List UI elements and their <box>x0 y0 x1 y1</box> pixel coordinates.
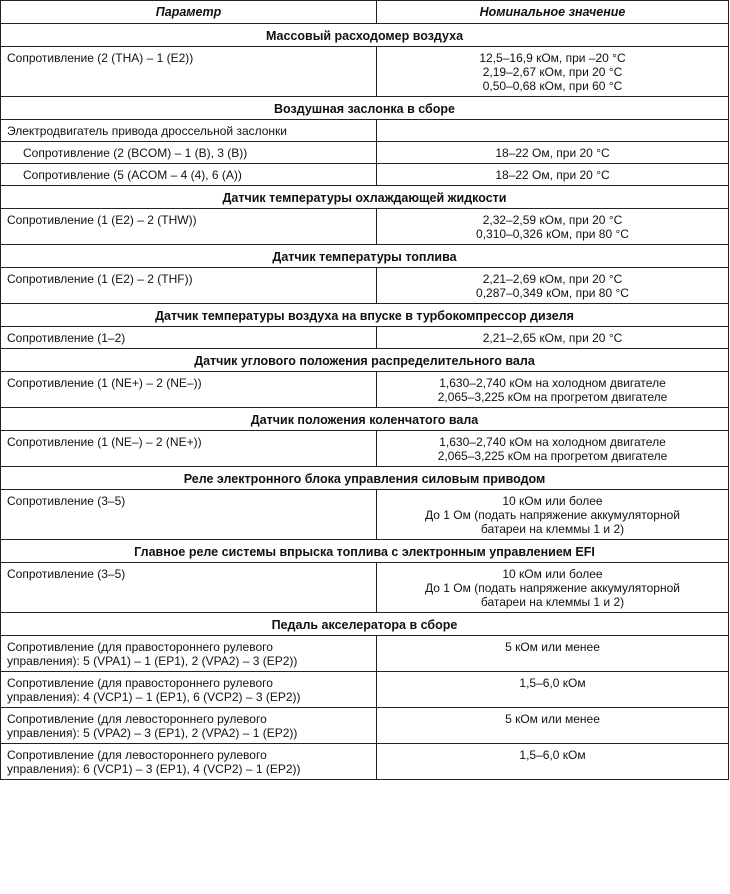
section-title: Педаль акселератора в сборе <box>1 613 729 636</box>
table-row <box>1 120 729 142</box>
parameter-cell: Сопротивление (3–5) <box>1 490 377 540</box>
parameter-cell: Сопротивление (для правостороннего рулевого управления): 4 (VCP1) – 1 (EP1), 6 (VCP2) – 3 (EP2)) <box>1 672 377 708</box>
nominal-value-cell: 10 кОм или более До 1 Ом (подать напряжение аккумуляторной батареи на клеммы 1 и 2) <box>377 563 729 613</box>
table-row <box>1 268 729 304</box>
section-title: Датчик углового положения распределительного вала <box>1 349 729 372</box>
nominal-value-cell: 12,5–16,9 кОм, при –20 °С 2,19–2,67 кОм, при 20 °С 0,50–0,68 кОм, при 60 °С <box>377 47 729 97</box>
section-row <box>1 245 729 268</box>
parameter-cell: Сопротивление (5 (ACOM – 4 (4), 6 (A)) <box>1 164 377 186</box>
section-title: Воздушная заслонка в сборе <box>1 97 729 120</box>
section-title: Датчик температуры охлаждающей жидкости <box>1 186 729 209</box>
nominal-value-cell: 2,21–2,65 кОм, при 20 °С <box>377 327 729 349</box>
section-title: Главное реле системы впрыска топлива с электронным управлением EFI <box>1 540 729 563</box>
table-row <box>1 164 729 186</box>
nominal-value-cell: 18–22 Ом, при 20 °С <box>377 164 729 186</box>
nominal-value-cell: 1,5–6,0 кОм <box>377 672 729 708</box>
parameter-cell: Сопротивление (2 (BCOM) – 1 (B), 3 (B)) <box>1 142 377 164</box>
table-row <box>1 708 729 744</box>
parameter-cell: Сопротивление (2 (THA) – 1 (E2)) <box>1 47 377 97</box>
table-row <box>1 327 729 349</box>
parameter-cell: Сопротивление (1 (E2) – 2 (THF)) <box>1 268 377 304</box>
table-row <box>1 47 729 97</box>
section-row <box>1 613 729 636</box>
parameter-cell: Сопротивление (1 (E2) – 2 (THW)) <box>1 209 377 245</box>
section-row <box>1 24 729 47</box>
nominal-value-cell: 18–22 Ом, при 20 °С <box>377 142 729 164</box>
section-title: Реле электронного блока управления силовым приводом <box>1 467 729 490</box>
table-row <box>1 672 729 708</box>
nominal-value-cell: 1,630–2,740 кОм на холодном двигателе 2,065–3,225 кОм на прогретом двигателе <box>377 431 729 467</box>
column-header-parameter: Параметр <box>1 1 377 24</box>
nominal-value-cell: 5 кОм или менее <box>377 708 729 744</box>
parameter-cell: Сопротивление (1–2) <box>1 327 377 349</box>
section-title: Датчик температуры топлива <box>1 245 729 268</box>
table-row <box>1 490 729 540</box>
section-title: Датчик положения коленчатого вала <box>1 408 729 431</box>
section-row <box>1 408 729 431</box>
section-row <box>1 540 729 563</box>
nominal-value-cell: 1,5–6,0 кОм <box>377 744 729 780</box>
nominal-value-cell <box>377 120 729 142</box>
section-title: Датчик температуры воздуха на впуске в турбокомпрессор дизеля <box>1 304 729 327</box>
nominal-value-cell: 2,32–2,59 кОм, при 20 °С 0,310–0,326 кОм, при 80 °С <box>377 209 729 245</box>
table-row <box>1 431 729 467</box>
nominal-value-cell: 1,630–2,740 кОм на холодном двигателе 2,065–3,225 кОм на прогретом двигателе <box>377 372 729 408</box>
parameter-cell: Сопротивление (для правостороннего рулевого управления): 5 (VPA1) – 1 (EP1), 2 (VPA2) – 3 (EP2)) <box>1 636 377 672</box>
table-header-row <box>1 1 729 24</box>
parameter-cell: Сопротивление (для левостороннего рулевого управления): 5 (VPA2) – 3 (EP1), 2 (VPA2) – 1 (EP2)) <box>1 708 377 744</box>
section-row <box>1 467 729 490</box>
table-row <box>1 142 729 164</box>
column-header-nominal-value: Номинальное значение <box>377 1 729 24</box>
nominal-value-cell: 5 кОм или менее <box>377 636 729 672</box>
table-row <box>1 744 729 780</box>
section-row <box>1 304 729 327</box>
table-body <box>1 24 729 780</box>
parameter-cell: Сопротивление (для левостороннего рулевого управления): 6 (VCP1) – 3 (EP1), 4 (VCP2) – 1 (EP2)) <box>1 744 377 780</box>
nominal-value-cell: 2,21–2,69 кОм, при 20 °С 0,287–0,349 кОм, при 80 °С <box>377 268 729 304</box>
section-title: Массовый расходомер воздуха <box>1 24 729 47</box>
parameter-cell: Сопротивление (1 (NE–) – 2 (NE+)) <box>1 431 377 467</box>
section-row <box>1 186 729 209</box>
nominal-value-cell: 10 кОм или более До 1 Ом (подать напряжение аккумуляторной батареи на клеммы 1 и 2) <box>377 490 729 540</box>
parameter-cell: Сопротивление (1 (NE+) – 2 (NE–)) <box>1 372 377 408</box>
table-row <box>1 372 729 408</box>
table-row <box>1 636 729 672</box>
parameter-cell: Сопротивление (3–5) <box>1 563 377 613</box>
table-row <box>1 209 729 245</box>
table-row <box>1 563 729 613</box>
parameter-cell: Электродвигатель привода дроссельной заслонки <box>1 120 377 142</box>
section-row <box>1 97 729 120</box>
section-row <box>1 349 729 372</box>
